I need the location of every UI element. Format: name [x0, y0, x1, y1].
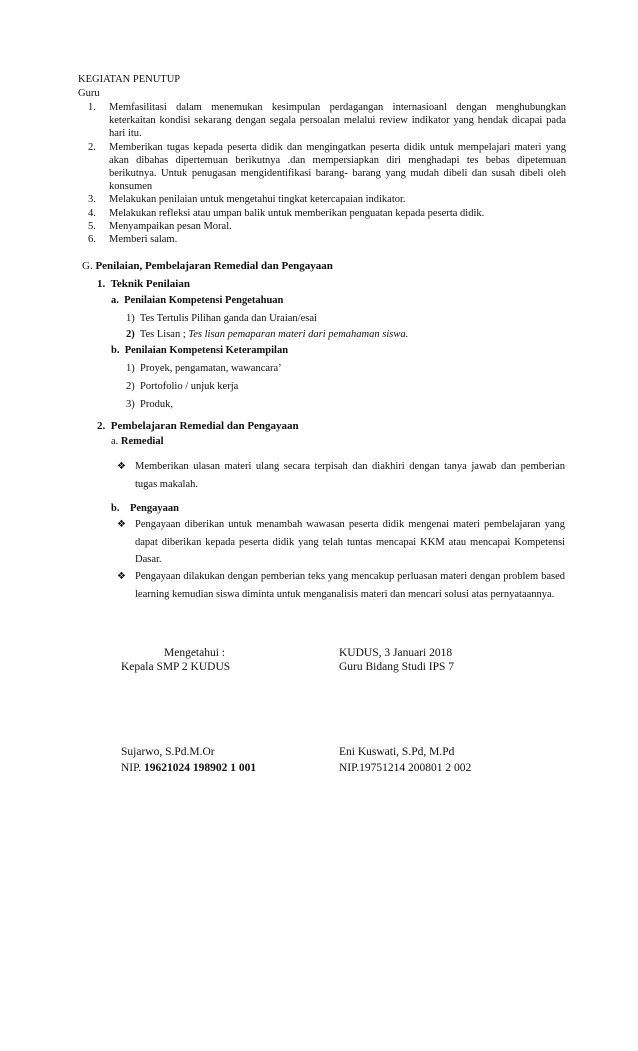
list-item: ❖ Pengayaan diberikan untuk menambah wawasan peserta didik mengenai materi pembelajaran yang dapat diberikan kepada peserta didik yang telah tuntas mencapai KKM atau mencapai Kompetensi Dasar.: [117, 516, 565, 569]
list-item: 4. Melakukan refleksi atau umpan balik untuk memberikan penguatan kepada peserta didik.: [88, 207, 485, 219]
list-item: 3. Melakukan penilaian untuk mengetahui tingkat ketercapaian indikator.: [88, 194, 406, 206]
list-item: 6. Memberi salam.: [88, 234, 178, 246]
keterampilan-heading: b. Penilaian Kompetensi Keterampilan: [111, 345, 289, 356]
closing-heading: KEGIATAN PENUTUP: [78, 74, 181, 85]
list-item: 2) Tes Lisan ; Tes lisan pemaparan materi dari pemahaman siswa.: [126, 329, 409, 340]
sig-right-name: Eni Kuswati, S.Pd, M.Pd: [339, 746, 455, 758]
list-item: 5. Menyampaikan pesan Moral.: [88, 220, 232, 232]
list-item: ❖ Pengayaan dilakukan dengan pemberian teks yang mencakup perluasan materi dengan problem based learning kemudian siswa diminta untuk menganalisis materi dan mencari solusi atas pernyataannya.: [117, 568, 565, 603]
diamond-bullet-icon: ❖: [117, 571, 126, 582]
remedial-section-heading: 2. Pembelajaran Remedial dan Pengayaan: [97, 420, 299, 432]
sig-right-line1: KUDUS, 3 Januari 2018: [339, 647, 453, 659]
teknik-heading: 1. Teknik Penilaian: [97, 278, 190, 290]
diamond-bullet-icon: ❖: [117, 461, 126, 472]
sig-right-line2: Guru Bidang Studi IPS 7: [339, 661, 455, 673]
closing-list: [78, 101, 566, 246]
sig-left-nip: NIP. 19621024 198902 1 001: [121, 762, 257, 774]
section-g-heading: G. Penilaian, Pembelajaran Remedial dan Pengayaan: [82, 260, 333, 272]
list-item: 2) Portofolio / unjuk kerja: [126, 381, 239, 392]
list-item: 2. Memberikan tugas kepada peserta didik dan mengingatkan peserta didik untuk mempelajari materi yang akan dibahas dipertemuan berikutnya .dan mempersiapkan diri menghadapi tes bebas dipetemuan berikutnya. Untuk penugasan mengidentifikasi barang- barang yang mudah dibeli dan susah dibeli oleh konsumen: [88, 141, 566, 193]
sig-right-nip: NIP.19751214 200801 2 002: [339, 762, 472, 774]
pengayaan-heading: b. Pengayaan: [111, 503, 179, 514]
sig-left-line1: Mengetahui :: [164, 647, 225, 659]
list-item: 1) Proyek, pengamatan, wawancara’: [126, 363, 282, 374]
list-item: 1. Memfasilitasi dalam menemukan kesimpulan perdagangan internasioanl dengan menghubungkan keterkaitan kondisi sekarang dengan segala persoalan melalui review indikator yang hendak dicapai pada hari itu.: [88, 102, 566, 140]
list-item: ❖ Memberikan ulasan materi ulang secara terpisah dan diakhiri dengan tanya jawab dan pemberian tugas makalah.: [117, 458, 565, 493]
list-item: 3) Produk,: [126, 399, 173, 410]
sig-left-name: Sujarwo, S.Pd.M.Or: [121, 746, 215, 758]
diamond-bullet-icon: ❖: [117, 519, 126, 530]
pengetahuan-heading: a. Penilaian Kompetensi Pengetahuan: [111, 295, 284, 306]
remedial-heading: a. Remedial: [111, 436, 164, 447]
list-item: 1) Tes Tertulis Pilihan ganda dan Uraian/esai: [126, 313, 317, 324]
closing-subheading: Guru: [78, 88, 100, 99]
sig-left-line2: Kepala SMP 2 KUDUS: [121, 661, 231, 673]
